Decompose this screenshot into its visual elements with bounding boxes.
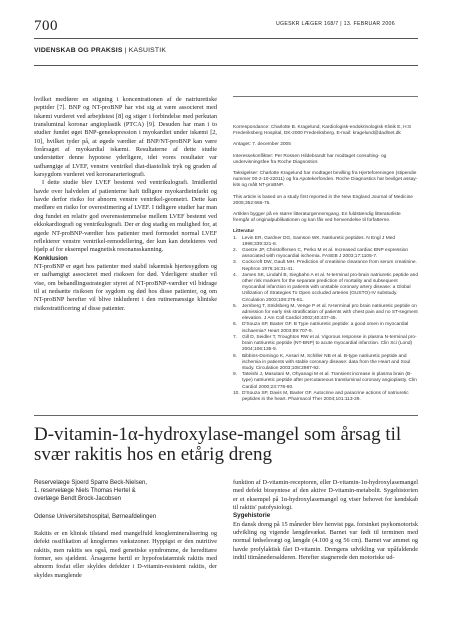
reference-item [233,260,418,272]
intro-continuation: funktion af D-vitamin-receptoren, eller D-vitamin-1α-hydroxylasemangel med defekt biosyntese af den aktive D-vitamin-metabolit. Sygehistorien er et eksempel på 1α-hydroxylasemangel og viser behovet for kendskab til rakitis' patofysiologi. [233,479,418,512]
correspondence: Korrespondance: Charlotte B. Kragelund, Kardiologisk-endokrinologisk Klinik E, H:S Frederiksberg Hospital, DK-2000 Frederiksberg. E-mail: kragelund@dadlnet.dk [233,96,418,137]
article-divider [34,415,418,416]
reference-item [233,273,418,304]
reference-number: 9. [233,372,238,378]
reference-item [233,236,418,248]
body-paragraph-2: I dette studie blev LVEF bestemt ved ventrikulografi. Imidlertid havde over halvdelen af patienterne haft tidligere myokardieinfarkt og havde derfor risiko for abnorm venstre ventrikel-geometri. Dette kan medføre en risiko for overestimering af LVEF. I tidligere studier har man dog fundet en relativ god overensstemmelse mellem LVEF bestemt ved ekkokardiografi og ventrikulografi. Der er dog stadig en mulighed for, at øgede NT-proBNP-værdier hos patienter med formodet normal LVEF reflekterer venstre ventrikel-remodellering, der kun kan detekteres ved hjælp af for eksempel magnetisk resonansskanning. [34,179,217,254]
reference-number: 4. [233,272,238,278]
conclusion-heading: Konklusion [34,254,68,262]
section-separator: | [124,47,127,54]
conflict-of-interest: Interessekonflikter: Per Rossen Hildebrandt har modtaget consulting- og undervisningsfee fra Roche Diagnostics [233,153,387,165]
reference-number: 10. [233,390,240,396]
author-line-1: Reservelæge Sjoerd Sparre Beck-Nielsen, [34,480,148,486]
issue-date: 13. FEBRUAR 2006 [343,21,395,27]
reference-text: Jernberg T, Stridsberg M, Venge P et al. N-terminal pro brain natriuretic peptide on admission for early risk stratification of patients with chest pain and no ST-segment elevation. J Am Coll Cardiol 2002;40:437-45. [242,303,418,322]
reference-text: Gill D, Seidler T, Troughton RW et al. Vigorous response in plasma N-terminal pro-brain natriuretic peptide (NT-BNP) to acute myocardial infarction. Clin Sci (Lond) 2004;106:135-9. [242,334,417,353]
reference-item [233,335,418,354]
reference-item [233,372,418,391]
page-number: 700 [34,18,58,34]
section-bar [34,38,418,66]
reference-item [233,322,418,334]
section-label [34,47,166,54]
reference-text: James SK, Lindahl B, Siegbahn A et al. N-terminal pro-brain natriuretic peptide and other risk markers for the separate prediction of mortality and subsequent myocardial infarction in patients with unstable coronary artery disease: a Global Utilization of Strategies To Open occluded arteries (GUSTO)-IV substudy. Circulation 2003;108:275-81. [242,272,418,303]
reference-text: Goetze JP, Christoffersen C, Perko M et al. Increased cardiac BNP expression associated with myocardial ischemia. FASEB J 2003;17:1105-7. [242,248,409,260]
intro-paragraph: Rakitis er en klinisk tilstand med mangelfuld knoglemineralisering og defekt ossifikation af knoglernes vækstzoner. Hyppigst er den nutritive rakitis, men rakitis ses også, med genetiske syndromme, de hereditære former, ses sjældent. Årsagerne hertil er hypofosfatæmisk rakitis med abnorm fosfat eller skyldes defekter i D-vitamin-resistent rakitis, der skyldes manglende [34,530,217,579]
reference-item [233,248,418,260]
journal-name: UGESKR LÆGER 168/7 [276,21,339,27]
subsection-name: KASUISTIK [128,47,167,54]
reference-number: 7. [233,334,238,340]
article-authors [34,479,214,521]
reference-number: 5. [233,303,238,309]
reference-text: D'Souza SP, Baxter GF. B Type natriuretic peptide: a good omen in myocardial ischaemia? Heart 2003;89:707-9. [242,322,409,334]
header-separator: | [340,21,342,27]
acknowledgements: Taksigelser: Charlotte Kragelund har modtaget bevilling fra Hjerteforeningen (stipendie nummer 00-2-10-22011) og fra Apotekerfonden. Roche Diagnostics har bevilget assay-kits og målt NT-proBNP. [233,171,418,189]
reference-list [233,236,418,403]
reference-number: 3. [233,260,238,266]
case-history-text: En dansk dreng på 15 måneder blev henvist pga. forsinket psykomotorisk udvikling og vigende længdevækst. Barnet var født til terminen med normal fødselsvægt og længde (4.100 g og 56 cm). Barnet var ammet og havde profylaktisk fået D-vitamin. Drengens udvikling var upåfaldende indtil tiimånedersalderen. Herefter stagnerede den motoriske ud- [233,520,418,562]
author-institution: Odense Universitetshospital, Børneafdelingen [34,513,157,520]
accepted-date: Antaget: 7. december 2005 [233,142,291,148]
author-line-2: 1. reservelæge Niels Thomas Hertel & [34,488,136,495]
reference-text: Levin ER, Gardner DG, Samson WK. Natriuretic peptides. N Engl J Med 1998;339:321-8. [242,235,396,247]
references-heading: Litteratur [233,229,255,235]
publication-note: This article is based on a study first reported in the New England Journal of Medicine 2005;352:666-75. [233,194,413,206]
left-article-column [34,96,217,313]
conclusion-text: NT-proBNP er øget hos patienter med stabil iskæmisk hjertesygdom og er uafhængigt associeret med risikoen for død. Yderligere studier vil vise, om behandlingsstrategier styret af NT-proBNP-værdier vil bidrage til at nedsætte risikoen for sygdom og død hos disse patienter, og om NT-proBNP herefter vil blive inkluderet i den rutinemæssige kliniske risikostratificering af disse patienter. [34,262,217,312]
reference-number: 6. [233,322,238,328]
author-line-3: overlæge Bendt Brock-Jacobsen [34,496,122,503]
section-name: VIDENSKAB OG PRAKSIS [34,47,123,54]
reference-text: D'Souza SP, Davis M, Baxter GF. Autocrine and paracrine actions of natriuretic peptides in the heart. Pharmacol Ther 2004;101:113-29. [242,390,409,402]
reference-text: Tateishi J, Masutani M, Ohyanagi M et al. Transient increase in plasma brain (B-type) natriuretic peptide after percutaneous transluminal coronary angioplasty. Clin Cardiol 2000;23:776-80. [242,372,417,390]
journal-header [276,21,395,27]
reference-number: 2. [233,248,238,254]
reference-number: 1. [233,235,238,241]
reference-number: 8. [233,353,238,359]
reference-item [233,354,418,373]
reference-item [233,304,418,323]
article-intro-left [34,530,217,580]
body-paragraph-1: hvilket medfører en stigning i koncentrationen af de natriuretiske peptider [7]. BNP og NT-proBNP har vist sig at være associeret med iskæmi vurderet ved arbejdstest [8] og stiger i forbindelse med perkutan transluminal koronar angioplastik (PTCA) [9]. Desuden har man i to studier fundet øget BNP-genekspression i myokardiet under iskæmi [2, 10], hvilket tyder på, at øgede værdier af BNP/NT-proBNP kan være forårsaget af myokardial iskæmi. Resultaterne af dette studie understøtter denne hypotese yderligere, idet vores resultater var uafhængige af LVEF, venstre ventrikel diat-diastolisk tryk og graden af karsygdom vurderet ved koronararteriografi. [34,96,217,179]
article-title: D-vitamin-1α-hydroxylase-mangel som årsag til svær rakitis hos en etårig dreng [34,424,402,465]
reference-text: Bibbins-Domingo K, Ansari M, Schiller NB et al. B-type natriuretic peptide and ischemia in patients with stable coronary disease: data from the Heart and Soul study. Circulation 2003;108:2987-92. [242,353,411,371]
reference-text: Cockcroft DW, Gault MH. Prediction of creatinine clearance from serum creatinine. Nephron 1976;16:31-41. [242,260,417,272]
article-intro-right [233,479,418,562]
literature-notice: Artiklen bygger på en større litteraturgennemgang. En fuldstændig litteraturliste fremgår af originalpublikationen og kan fås ved henvendelse til forfatterne. [233,212,401,224]
right-info-column [233,96,418,403]
case-history-heading: Sygehistorie [233,512,271,520]
reference-item [233,391,418,403]
